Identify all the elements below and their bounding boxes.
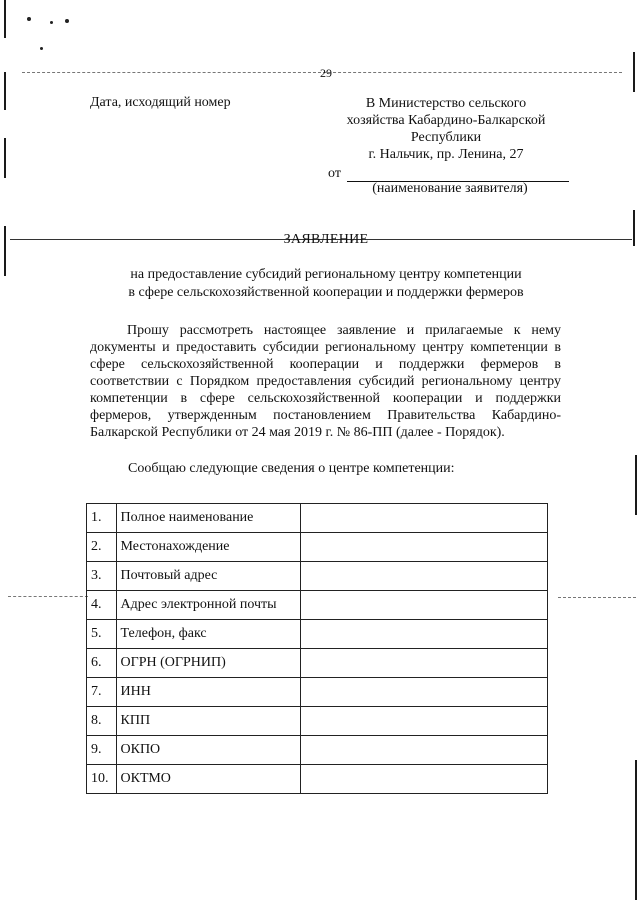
subtitle-line: на предоставление субсидий региональному центру компетенции — [130, 267, 522, 282]
addressee-line: В Министерство сельского — [365, 96, 527, 111]
page-number: 29 — [320, 66, 332, 80]
table-row — [87, 504, 548, 533]
row-number: 8. — [87, 707, 117, 736]
from-label: от — [328, 166, 341, 181]
competence-center-info-table — [86, 503, 548, 794]
row-value-cell[interactable] — [300, 678, 547, 707]
scan-speck — [65, 19, 69, 23]
scan-speck — [50, 21, 53, 24]
row-label: ИНН — [116, 678, 300, 707]
scan-edge-left-mid2 — [4, 138, 6, 178]
scan-dash-left — [8, 596, 88, 597]
row-label: Телефон, факс — [116, 620, 300, 649]
table-row — [87, 533, 548, 562]
table-row — [87, 591, 548, 620]
row-number: 1. — [87, 504, 117, 533]
table-row — [87, 562, 548, 591]
addressee-line: Республики — [410, 130, 482, 145]
date-outgoing-number-label: Дата, исходящий номер — [90, 95, 231, 110]
from-row — [328, 166, 569, 182]
table-row — [87, 620, 548, 649]
scan-edge-left-top — [4, 0, 6, 38]
table-row — [87, 707, 548, 736]
applicant-caption: (наименование заявителя) — [372, 181, 528, 196]
addressee-line: г. Нальчик, пр. Ленина, 27 — [368, 147, 524, 162]
row-value-cell[interactable] — [300, 736, 547, 765]
row-number: 7. — [87, 678, 117, 707]
document-title-text: ЗАЯВЛЕНИЕ — [283, 232, 369, 247]
row-value-cell[interactable] — [300, 707, 547, 736]
row-number: 10. — [87, 765, 117, 794]
row-value-cell[interactable] — [300, 620, 547, 649]
row-value-cell[interactable] — [300, 533, 547, 562]
table-row — [87, 649, 548, 678]
scan-speck — [40, 47, 43, 50]
row-number: 4. — [87, 591, 117, 620]
document-subtitle — [92, 266, 560, 302]
row-number: 5. — [87, 620, 117, 649]
table-row — [87, 765, 548, 794]
scan-speck — [27, 17, 31, 21]
row-label: КПП — [116, 707, 300, 736]
table-row — [87, 678, 548, 707]
row-number: 3. — [87, 562, 117, 591]
applicant-name-line — [347, 168, 569, 182]
row-label: ОКПО — [116, 736, 300, 765]
row-label: Местонахождение — [116, 533, 300, 562]
document-title — [0, 232, 640, 248]
table-row — [87, 736, 548, 765]
info-intro: Сообщаю следующие сведения о центре компетенции: — [128, 461, 455, 476]
row-value-cell[interactable] — [300, 649, 547, 678]
row-number: 9. — [87, 736, 117, 765]
subtitle-line: в сфере сельскохозяйственной кооперации и поддержки фермеров — [128, 285, 524, 300]
row-label: ОГРН (ОГРНИП) — [116, 649, 300, 678]
scan-edge-right-low — [635, 455, 637, 515]
row-value-cell[interactable] — [300, 765, 547, 794]
row-value-cell[interactable] — [300, 504, 547, 533]
addressee-block — [330, 95, 562, 163]
scan-edge-right-low2 — [635, 760, 637, 900]
row-value-cell[interactable] — [300, 591, 547, 620]
row-label: Полное наименование — [116, 504, 300, 533]
row-value-cell[interactable] — [300, 562, 547, 591]
row-number: 6. — [87, 649, 117, 678]
request-paragraph: Прошу рассмотреть настоящее заявление и прилагаемые к нему документы и предоставить субсидии региональному центру компетенции в сфере сельскохозяйственной кооперации и поддержки фермеров в соответствии с Порядком предоставления субсидий региональному центру компетенции в сфере сельскохозяйственной кооперации и поддержки фермеров, утвержденным постановлением Правительства Кабардино-Балкарской Республики от 24 мая 2019 г. № 86-ПП (далее - Порядок). — [90, 323, 561, 440]
addressee-line: хозяйства Кабардино-Балкарской — [346, 113, 546, 128]
row-label: ОКТМО — [116, 765, 300, 794]
row-number: 2. — [87, 533, 117, 562]
row-label: Почтовый адрес — [116, 562, 300, 591]
scan-dash-right — [558, 597, 636, 598]
row-label: Адрес электронной почты — [116, 591, 300, 620]
